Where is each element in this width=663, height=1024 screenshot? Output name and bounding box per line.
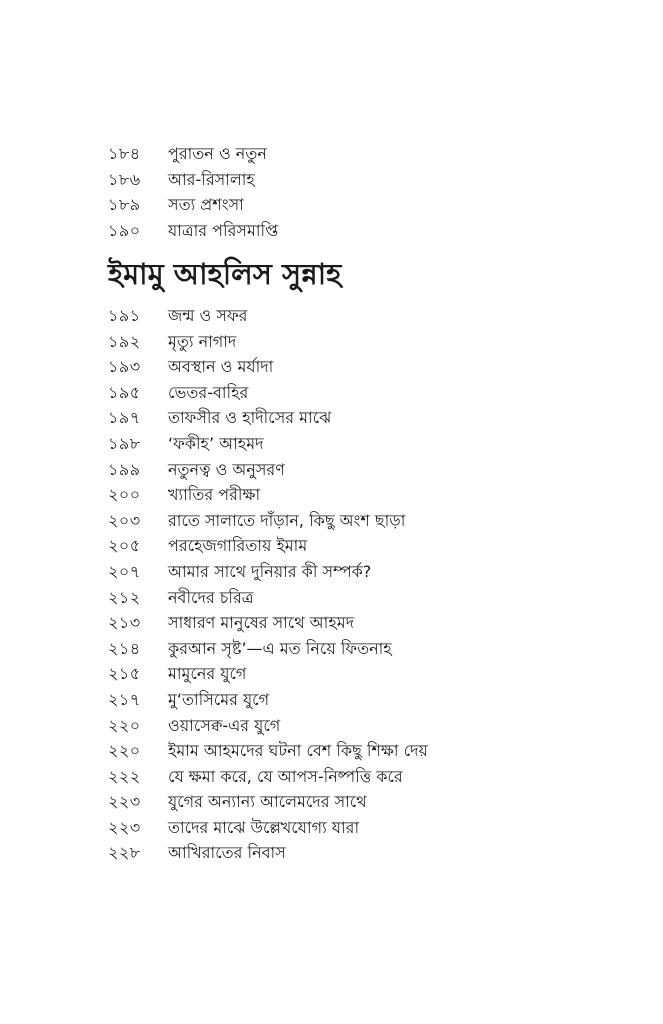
toc-page-number: ১৯০ [108,220,141,240]
toc-list-previous-section [0,141,663,243]
toc-entry [0,380,663,406]
toc-page-number: ১৮৯ [108,195,141,215]
section-heading: ইমামু আহলিস সুন্নাহ [108,257,342,291]
toc-entry [0,533,663,559]
toc-entry-title: আর-রিসালাহ [168,169,255,189]
toc-entry-title: তাদের মাঝে উল্লেখযোগ্য যারা [168,817,360,837]
toc-entry [0,457,663,483]
toc-entry [0,329,663,355]
toc-entry [0,192,663,218]
toc-page-number: ১৯৫ [108,382,141,402]
toc-page-number: ২১৪ [108,638,141,658]
toc-page-number: ১৯১ [108,306,141,325]
toc-entry-title: অবস্থান ও মর্যাদা [168,357,274,377]
toc-page-number: ২২৮ [108,843,141,863]
toc-page-number: ২২৩ [108,792,141,812]
toc-entry-title: আখিরাতের নিবাস [168,843,286,863]
toc-entry [0,482,663,508]
toc-entry [0,713,663,739]
toc-entry [0,559,663,585]
toc-entry-title: যুগের অন্যান্য আলেমদের সাথে [168,792,367,812]
toc-entry [0,661,663,687]
toc-page-number: ১৯২ [108,331,141,351]
toc-entry-title: সত্য প্রশংসা [168,195,244,215]
toc-page-number: ১৯৭ [108,408,141,428]
toc-entry-title: খ্যাতির পরীক্ষা [168,485,261,505]
toc-entry-title: মু‘তাসিমের যুগে [168,689,270,709]
toc-entry [0,167,663,193]
toc-page-number: ২২৩ [108,817,141,837]
toc-entry [0,405,663,431]
toc-page-number: ২২০ [108,715,141,735]
toc-entry-title: নবীদের চরিত্র [168,587,254,607]
toc-page-number: ১৮৬ [108,169,141,189]
toc-page-number: ২১৭ [108,689,141,709]
toc-page-number: ২০৭ [108,561,141,581]
toc-entry-title: তাফসীর ও হাদীসের মাঝে [168,408,332,428]
toc-page-number: ২০৩ [108,510,141,530]
toc-page-number: ২০০ [108,485,141,505]
toc-entry-title: রাতে সালাতে দাঁড়ান, কিছু অংশ ছাড়া [168,510,406,530]
toc-page-number: ১৯৯ [108,459,141,479]
toc-page-number: ২২২ [108,766,141,786]
toc-entry [0,508,663,534]
toc-entry [0,218,663,244]
toc-entry-title: সাধারণ মানুষের সাথে আহমদ [168,613,355,633]
toc-entry-title: ভেতর-বাহির [168,382,249,402]
toc-entry-title: আমার সাথে দুনিয়ার কী সম্পর্ক? [168,561,372,581]
toc-entry [0,303,663,329]
toc-page-number: ২২০ [108,741,141,761]
toc-list-section [0,303,663,866]
toc-page-number: ২১৩ [108,613,141,633]
toc-page-number: ১৯৩ [108,357,141,377]
toc-entry [0,636,663,662]
toc-entry-title: ইমাম আহমদের ঘটনা বেশ কিছু শিক্ষা দেয় [168,741,428,761]
toc-entry-title: ওয়াসেক্ব-এর যুগে [168,715,281,735]
toc-entry [0,354,663,380]
toc-entry-title: যাত্রার পরিসমাপ্তি [168,220,279,240]
toc-page-number: ১৯৮ [108,433,141,453]
toc-page-number: ১৮৪ [108,144,141,163]
toc-entry [0,141,663,167]
toc-entry-title: মৃত্যু নাগাদ [168,331,237,351]
toc-entry-title: পুরাতন ও নতুন [168,144,267,163]
toc-entry [0,840,663,866]
toc-page-number: ২১২ [108,587,141,607]
toc-entry [0,738,663,764]
toc-entry [0,431,663,457]
toc-entry [0,585,663,611]
toc-entry-title: যে ক্ষমা করে, যে আপস-নিষ্পত্তি করে [168,766,403,786]
toc-entry [0,687,663,713]
toc-entry-title: নতুনত্ব ও অনুসরণ [168,459,285,479]
toc-page-number: ২১৫ [108,664,141,684]
toc-entry-title: ‘ফকীহ’ আহমদ [168,433,264,453]
toc-entry [0,815,663,841]
toc-entry [0,789,663,815]
toc-entry-title: জন্ম ও সফর [168,306,248,325]
toc-page-number: ২০৫ [108,536,141,556]
toc-entry [0,764,663,790]
toc-entry-title: কুরআন সৃষ্ট’—এ মত নিয়ে ফিতনাহ [168,638,392,658]
toc-entry-title: মামুনের যুগে [168,664,247,684]
toc-entry [0,610,663,636]
toc-entry-title: পরহেজগারিতায় ইমাম [168,536,308,556]
